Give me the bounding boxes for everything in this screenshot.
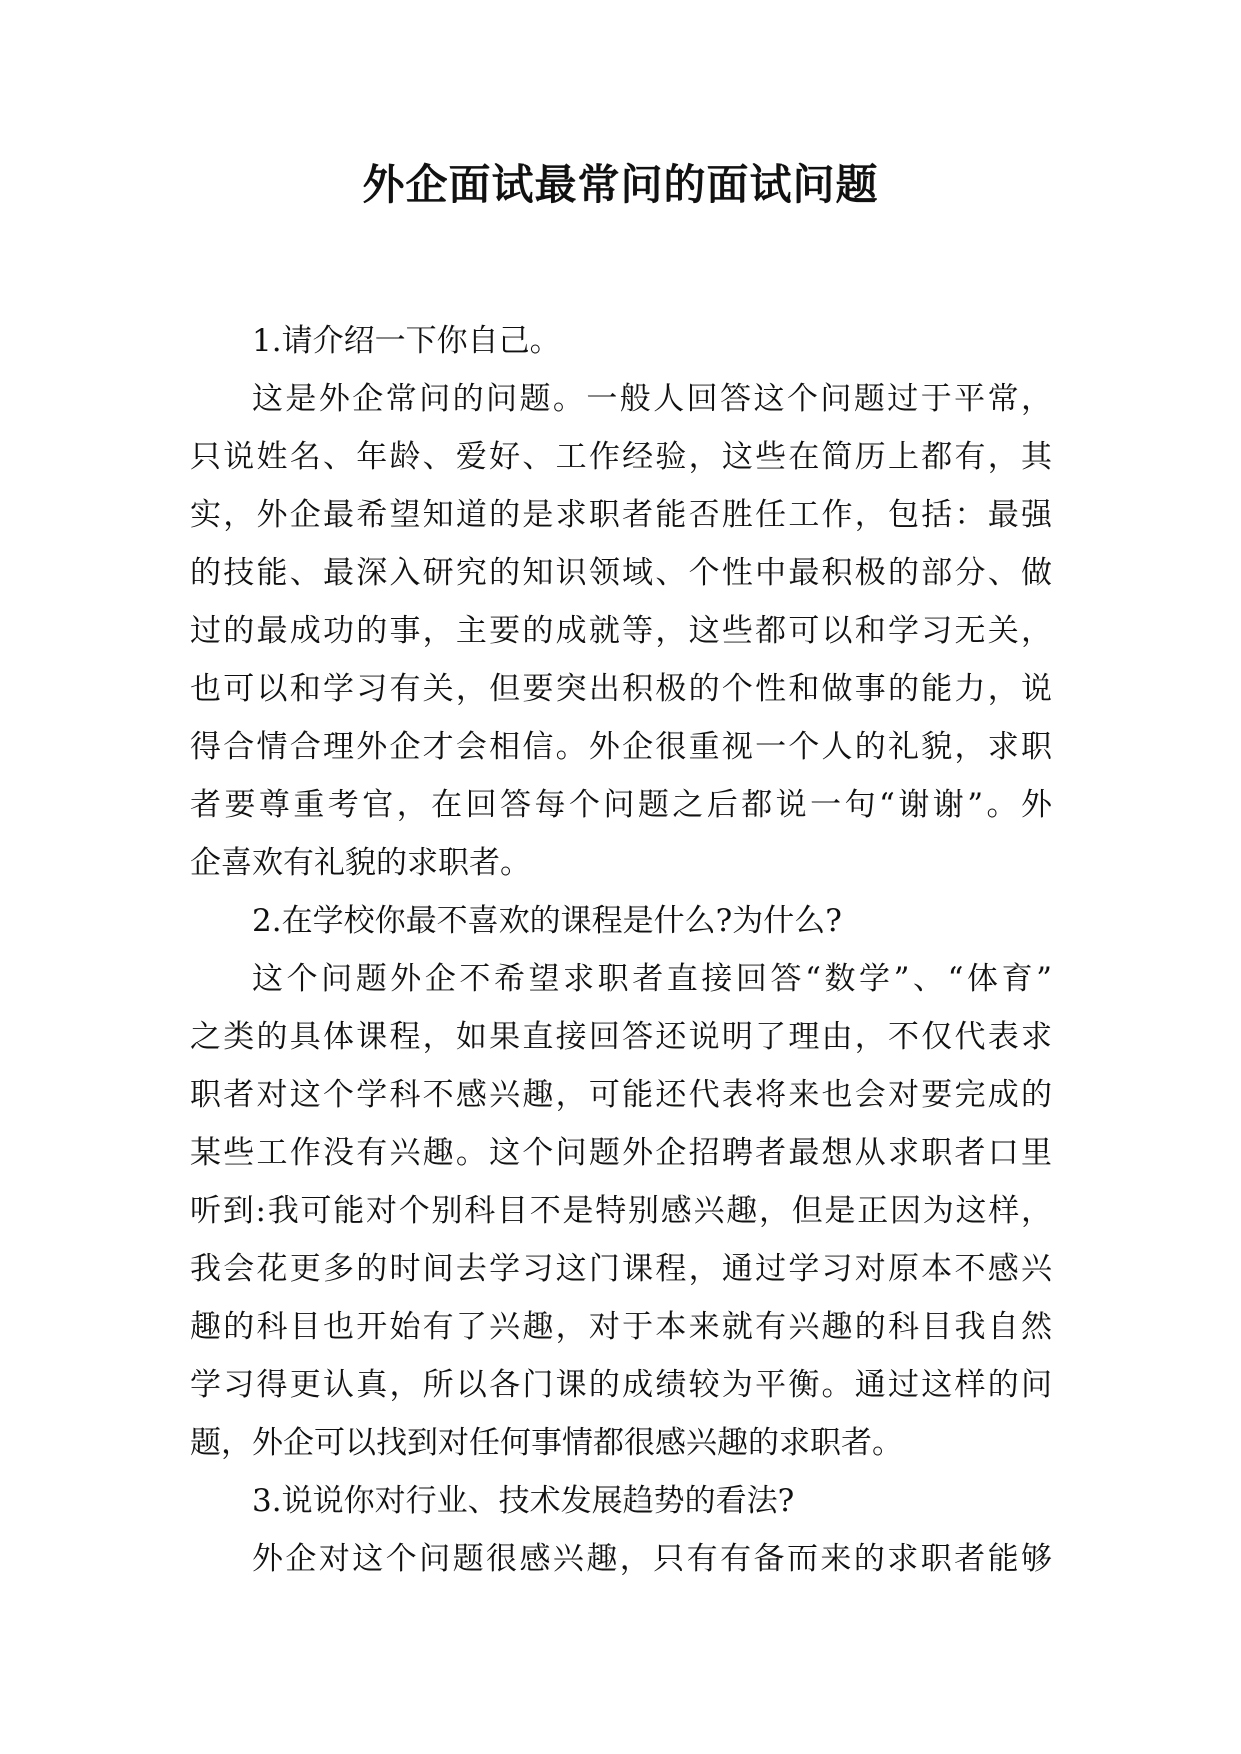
paragraph-line: 题，外企可以找到对任何事情都很感兴趣的求职者。 — [190, 1425, 903, 1461]
question-heading: 1.请介绍一下你自己。 — [252, 323, 561, 359]
paragraph-line: 者要尊重考官，在回答每个问题之后都说一句“谢谢”。外 — [190, 787, 1052, 823]
paragraph-line: 也可以和学习有关，但要突出积极的个性和做事的能力，说 — [190, 671, 1052, 707]
paragraph-line: 学习得更认真，所以各门课的成绩较为平衡。通过这样的问 — [190, 1367, 1052, 1403]
paragraph-line: 之类的具体课程，如果直接回答还说明了理由，不仅代表求 — [190, 1019, 1052, 1055]
paragraph-line: 我会花更多的时间去学习这门课程，通过学习对原本不感兴 — [190, 1251, 1052, 1287]
paragraph-line: 的技能、最深入研究的知识领域、个性中最积极的部分、做 — [190, 555, 1052, 591]
paragraph-line: 趣的科目也开始有了兴趣，对于本来就有兴趣的科目我自然 — [190, 1309, 1052, 1345]
question-heading: 2.在学校你最不喜欢的课程是什么?为什么? — [252, 903, 842, 939]
paragraph-line: 过的最成功的事，主要的成就等，这些都可以和学习无关， — [190, 613, 1052, 649]
document-body — [190, 312, 1052, 1588]
paragraph-line: 实，外企最希望知道的是求职者能否胜任工作，包括：最强 — [190, 497, 1052, 533]
paragraph-line: 得合情合理外企才会相信。外企很重视一个人的礼貌，求职 — [190, 729, 1052, 765]
paragraph-line: 外企对这个问题很感兴趣，只有有备而来的求职者能够 — [252, 1541, 1052, 1577]
paragraph-line: 听到:我可能对个别科目不是特别感兴趣，但是正因为这样， — [190, 1193, 1052, 1229]
paragraph-line: 这个问题外企不希望求职者直接回答“数学”、“体育” — [252, 961, 1052, 997]
paragraph-line: 这是外企常问的问题。一般人回答这个问题过于平常， — [252, 381, 1052, 417]
paragraph-line: 某些工作没有兴趣。这个问题外企招聘者最想从求职者口里 — [190, 1135, 1052, 1171]
paragraph-line: 职者对这个学科不感兴趣，可能还代表将来也会对要完成的 — [190, 1077, 1052, 1113]
paragraph-line: 只说姓名、年龄、爱好、工作经验，这些在简历上都有，其 — [190, 439, 1052, 475]
document-title: 外企面试最常问的面试问题 — [362, 160, 879, 209]
question-heading: 3.说说你对行业、技术发展趋势的看法? — [252, 1483, 795, 1519]
paragraph-line: 企喜欢有礼貌的求职者。 — [190, 845, 531, 881]
